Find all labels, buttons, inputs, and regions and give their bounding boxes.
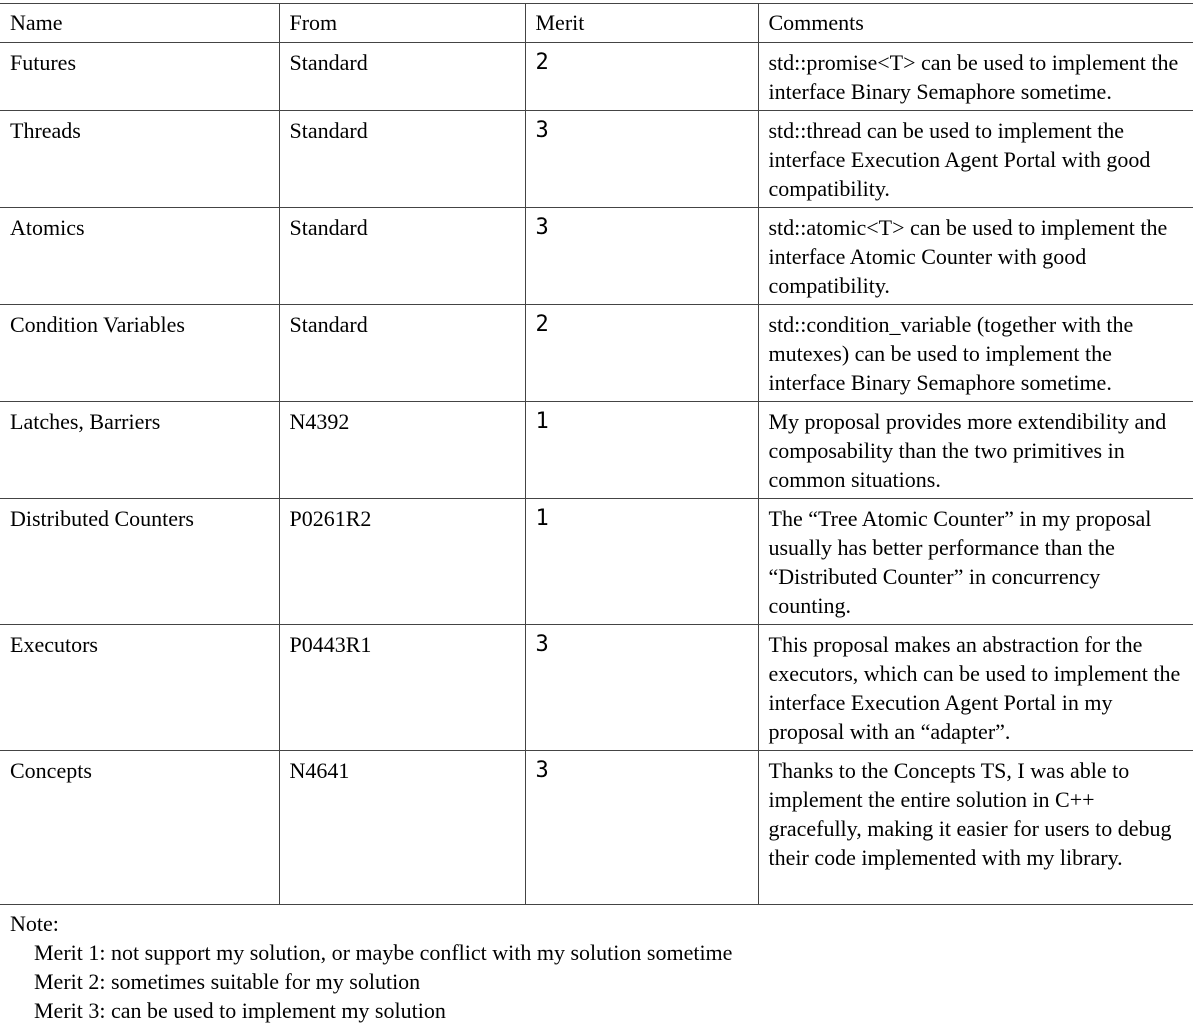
comments-cell: This proposal makes an abstraction for the executors, which can be used to implement the interface Execution Agent Portal in my proposal with an “adapter”. <box>758 625 1193 751</box>
merit-cell: 2 <box>525 305 758 402</box>
from-cell: N4392 <box>279 402 525 499</box>
comments-cell: Thanks to the Concepts TS, I was able to implement the entire solution in C++ gracefully, making it easier for users to debug their code implemented with my library. <box>758 751 1193 905</box>
header-name: Name <box>0 4 279 43</box>
merit-cell: 3 <box>525 625 758 751</box>
name-cell: Latches, Barriers <box>0 402 279 499</box>
note-line-merit-1: Merit 1: not support my solution, or maybe conflict with my solution sometime <box>34 940 733 965</box>
table-row <box>0 305 1193 402</box>
document <box>0 3 1193 1025</box>
merit-cell: 1 <box>525 402 758 499</box>
table-row <box>0 208 1193 305</box>
table-row <box>0 499 1193 625</box>
header-merit: Merit <box>525 4 758 43</box>
merit-cell: 3 <box>525 208 758 305</box>
table-row <box>0 402 1193 499</box>
merit-cell: 2 <box>525 43 758 111</box>
table-header-row <box>0 4 1193 43</box>
name-cell: Distributed Counters <box>0 499 279 625</box>
name-cell: Atomics <box>0 208 279 305</box>
merit-cell: 3 <box>525 111 758 208</box>
table-row <box>0 111 1193 208</box>
from-cell: P0443R1 <box>279 625 525 751</box>
merit-cell: 3 <box>525 751 758 905</box>
header-comments: Comments <box>758 4 1193 43</box>
note-line-merit-2: Merit 2: sometimes suitable for my solution <box>34 969 421 994</box>
name-cell: Concepts <box>0 751 279 905</box>
header-from: From <box>279 4 525 43</box>
from-cell: N4641 <box>279 751 525 905</box>
name-cell: Executors <box>0 625 279 751</box>
comments-cell: The “Tree Atomic Counter” in my proposal usually has better performance than the “Distributed Counter” in concurrency counting. <box>758 499 1193 625</box>
comments-cell: std::atomic<T> can be used to implement the interface Atomic Counter with good compatibility. <box>758 208 1193 305</box>
note-section <box>0 909 1193 1025</box>
table-row <box>0 625 1193 751</box>
comments-cell: My proposal provides more extendibility and composability than the two primitives in common situations. <box>758 402 1193 499</box>
note-line-merit-3: Merit 3: can be used to implement my solution <box>34 998 446 1023</box>
from-cell: Standard <box>279 43 525 111</box>
table-row <box>0 43 1193 111</box>
merit-cell: 1 <box>525 499 758 625</box>
table-row <box>0 751 1193 905</box>
name-cell: Condition Variables <box>0 305 279 402</box>
comments-cell: std::condition_variable (together with the mutexes) can be used to implement the interface Binary Semaphore sometime. <box>758 305 1193 402</box>
note-title: Note: <box>10 911 59 936</box>
from-cell: Standard <box>279 208 525 305</box>
from-cell: P0261R2 <box>279 499 525 625</box>
from-cell: Standard <box>279 305 525 402</box>
comments-cell: std::thread can be used to implement the interface Execution Agent Portal with good compatibility. <box>758 111 1193 208</box>
name-cell: Futures <box>0 43 279 111</box>
from-cell: Standard <box>279 111 525 208</box>
name-cell: Threads <box>0 111 279 208</box>
merit-table <box>0 3 1193 905</box>
comments-cell: std::promise<T> can be used to implement the interface Binary Semaphore sometime. <box>758 43 1193 111</box>
